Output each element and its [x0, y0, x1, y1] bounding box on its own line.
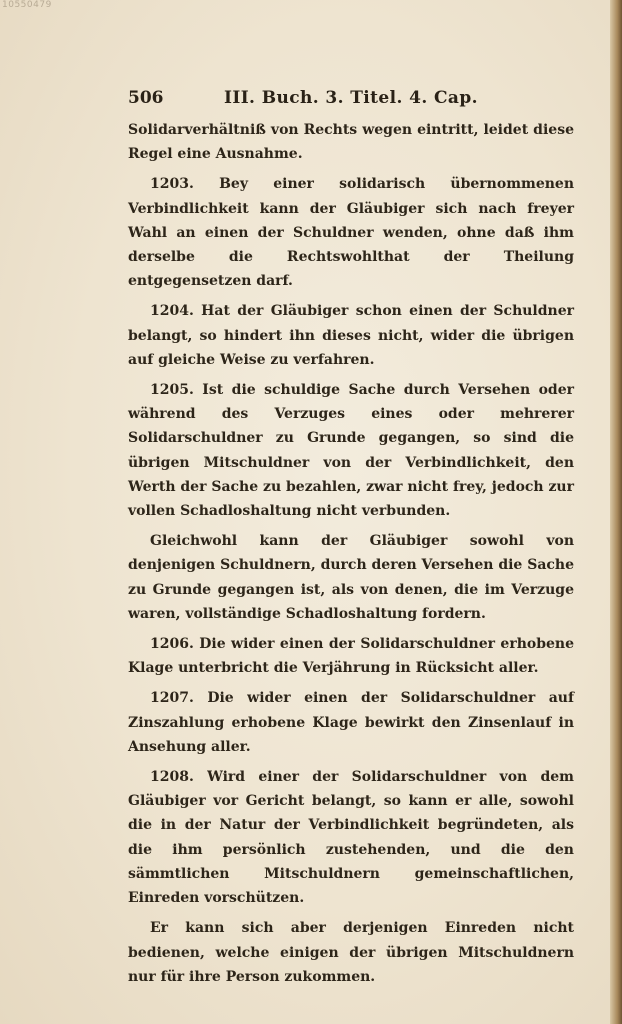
- paragraph-continuation: Solidarverhältniß von Rechts wegen eintritt, leidet diese Regel eine Ausnahme.: [128, 122, 574, 163]
- paragraph-1206: 1206. Die wider einen der Solidarschuldner erhobene Klage unterbricht die Verjährung in Rücksicht aller.: [128, 636, 574, 677]
- paragraph-1205: 1205. Ist die schuldige Sache durch Versehen oder während des Verzuges eines oder mehrerer Solidarschuldner zu Grunde gegangen, so sind die übrigen Mitschuldner von der Verbindlichkeit, den Werth der Sache zu bezahlen, zwar nicht frey, jedoch zur vollen Schadloshaltung nicht verbunden.: [128, 382, 574, 520]
- paragraph-1208-continued: Er kann sich aber derjenigen Einreden nicht bedienen, welche einigen der übrigen Mitschuldnern nur für ihre Person zukommen.: [128, 920, 574, 985]
- paragraph-1208: 1208. Wird einer der Solidarschuldner von dem Gläubiger vor Gericht belangt, so kann er alle, sowohl die in der Natur der Verbindlichkeit begründeten, als die ihm persönlich zustehenden, und die den sämmtlichen Mitschuldnern gemeinschaftlichen, Einreden vorschützen.: [128, 769, 574, 907]
- paragraph-1203: 1203. Bey einer solidarisch übernommenen Verbindlichkeit kann der Gläubiger sich nach freyer Wahl an einen der Schuldner wenden, ohne daß ihm derselbe die Rechtswohlthat der Theilung entgegensetzen darf.: [128, 176, 574, 290]
- body-text: [128, 118, 574, 989]
- paragraph-1205-continued: Gleichwohl kann der Gläubiger sowohl von denjenigen Schuldnern, durch deren Versehen die Sache zu Grunde gegangen ist, als von denen, die im Verzuge waren, vollständige Schadloshaltung fordern.: [128, 533, 575, 622]
- book-spine-edge: [610, 0, 622, 1024]
- page-number: 506: [128, 88, 164, 108]
- image-id-label: 10550479: [2, 0, 52, 10]
- paragraph-1207: 1207. Die wider einen der Solidarschuldner auf Zinszahlung erhobene Klage bewirkt den Zinsenlauf in Ansehung aller.: [128, 690, 574, 755]
- page-header: [128, 88, 574, 112]
- paragraph-1204: 1204. Hat der Gläubiger schon einen der Schuldner belangt, so hindert ihn dieses nicht, wider die übrigen auf gleiche Weise zu verfahren.: [128, 303, 574, 368]
- running-head: III. Buch. 3. Titel. 4. Cap.: [224, 88, 478, 108]
